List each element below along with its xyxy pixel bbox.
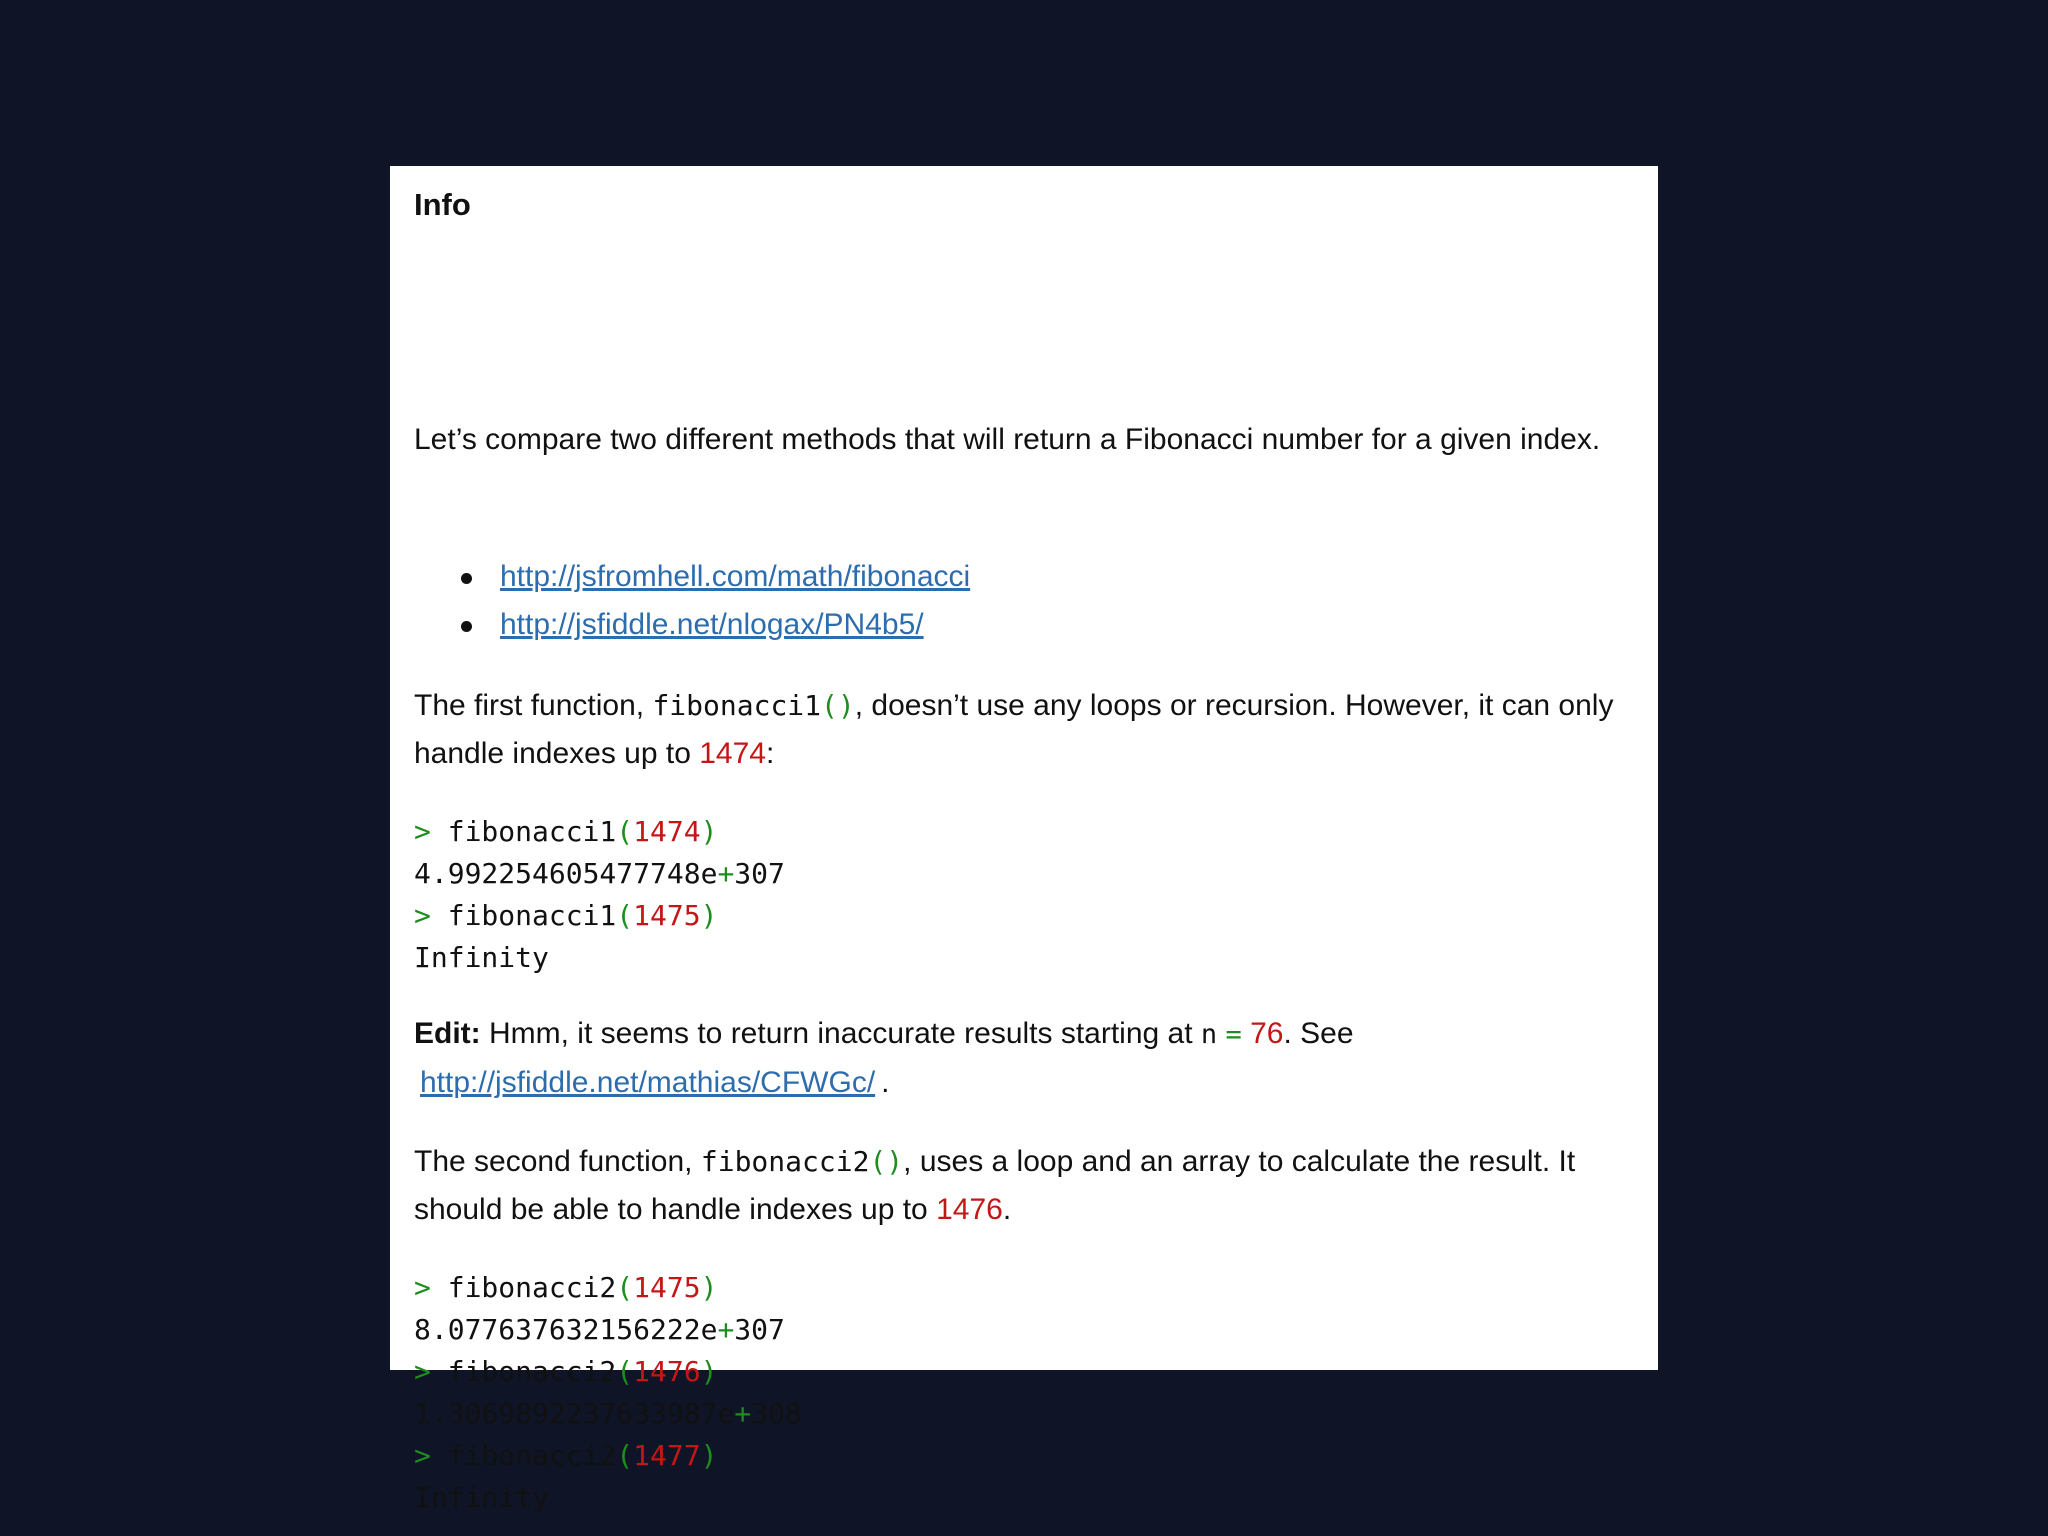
call-fn: fibonacci1 <box>447 899 617 932</box>
edit-end: . <box>881 1066 890 1099</box>
prompt-icon: > <box>414 1271 431 1304</box>
intro-paragraph: Let’s compare two different methods that will return a Fibonacci number for a given index. <box>414 423 1601 456</box>
open-paren: ( <box>616 1271 634 1304</box>
edit-after: . See <box>1283 1017 1354 1050</box>
open-paren: ( <box>616 899 634 932</box>
console-line <box>414 853 785 895</box>
console-block-1 <box>414 811 785 979</box>
second-function-paragraph <box>414 1138 1624 1234</box>
call-arg: 1476 <box>633 1355 701 1388</box>
call-arg: 1474 <box>633 815 701 848</box>
info-card <box>390 166 1658 1514</box>
para2-suffix: . <box>1002 1193 1012 1226</box>
result-sign: + <box>717 857 735 890</box>
edit-text: Hmm, it seems to return inaccurate results starting at <box>480 1017 1201 1050</box>
limit-1474: 1474 <box>699 737 766 770</box>
console-line <box>414 1393 802 1435</box>
open-paren: ( <box>616 815 634 848</box>
para1-prefix: The first function, <box>414 689 653 722</box>
close-paren: ) <box>700 1439 718 1472</box>
para2-middle: , uses a loop and an array to calculate the result. It should be able to handle indexes up to <box>414 1145 1576 1226</box>
console-line <box>414 1309 802 1351</box>
first-function-paragraph <box>414 682 1624 778</box>
call-arg: 1477 <box>633 1439 701 1472</box>
bullet-icon <box>461 573 472 584</box>
result-exponent: 307 <box>734 857 785 890</box>
result-mantissa: 8.077637632156222e <box>414 1313 718 1346</box>
call-fn: fibonacci2 <box>447 1271 617 1304</box>
list-item <box>414 601 970 649</box>
prompt-icon: > <box>414 899 431 932</box>
open-paren: ( <box>616 1355 634 1388</box>
edit-label: Edit: <box>414 1017 481 1050</box>
info-title: Info <box>414 187 471 222</box>
call-fn: fibonacci1 <box>447 815 617 848</box>
console-line <box>414 1267 802 1309</box>
list-item <box>414 553 970 601</box>
call-fn: fibonacci2 <box>447 1355 617 1388</box>
fibonacci1-parens: () <box>821 689 855 722</box>
close-paren: ) <box>700 815 718 848</box>
result-sign: + <box>734 1397 752 1430</box>
edit-var: n <box>1200 1019 1218 1050</box>
links-list <box>414 553 970 649</box>
prompt-icon: > <box>414 1355 431 1388</box>
result-sign: + <box>717 1313 735 1346</box>
close-paren: ) <box>700 1271 718 1304</box>
link-jsfiddle-nlogax[interactable]: http://jsfiddle.net/nlogax/PN4b5/ <box>500 608 924 641</box>
bullet-icon <box>461 621 472 632</box>
link-jsfromhell[interactable]: http://jsfromhell.com/math/fibonacci <box>500 560 971 593</box>
para1-suffix: : <box>765 737 775 770</box>
prompt-icon: > <box>414 815 431 848</box>
result-mantissa: 4.992254605477748e <box>414 857 718 890</box>
edit-value: 76 <box>1250 1017 1284 1050</box>
console-line <box>414 1477 802 1519</box>
result-value: Infinity <box>414 1481 549 1514</box>
call-fn: fibonacci2 <box>447 1439 617 1472</box>
result-value: Infinity <box>414 941 549 974</box>
console-line <box>414 1435 802 1477</box>
call-arg: 1475 <box>633 899 701 932</box>
call-arg: 1475 <box>633 1271 701 1304</box>
edit-eq: = <box>1225 1019 1242 1050</box>
result-mantissa: 1.3069892237633987e <box>414 1397 735 1430</box>
console-line <box>414 1351 802 1393</box>
result-exponent: 308 <box>751 1397 802 1430</box>
result-exponent: 307 <box>734 1313 785 1346</box>
para1-middle: , doesn’t use any loops or recursion. However, it can only handle indexes up to <box>414 689 1614 770</box>
console-block-2 <box>414 1267 802 1519</box>
limit-1476: 1476 <box>936 1193 1003 1226</box>
prompt-icon: > <box>414 1439 431 1472</box>
fibonacci2-parens: () <box>869 1145 904 1178</box>
close-paren: ) <box>700 899 718 932</box>
para2-prefix: The second function, <box>414 1145 701 1178</box>
open-paren: ( <box>616 1439 634 1472</box>
console-line <box>414 811 785 853</box>
fibonacci2-code: fibonacci2 <box>700 1145 870 1178</box>
link-jsfiddle-mathias[interactable]: http://jsfiddle.net/mathias/CFWGc/ <box>420 1066 876 1099</box>
console-line <box>414 895 785 937</box>
close-paren: ) <box>700 1355 718 1388</box>
fibonacci1-code: fibonacci1 <box>652 689 822 722</box>
edit-paragraph <box>414 1010 1624 1107</box>
console-line <box>414 937 785 979</box>
